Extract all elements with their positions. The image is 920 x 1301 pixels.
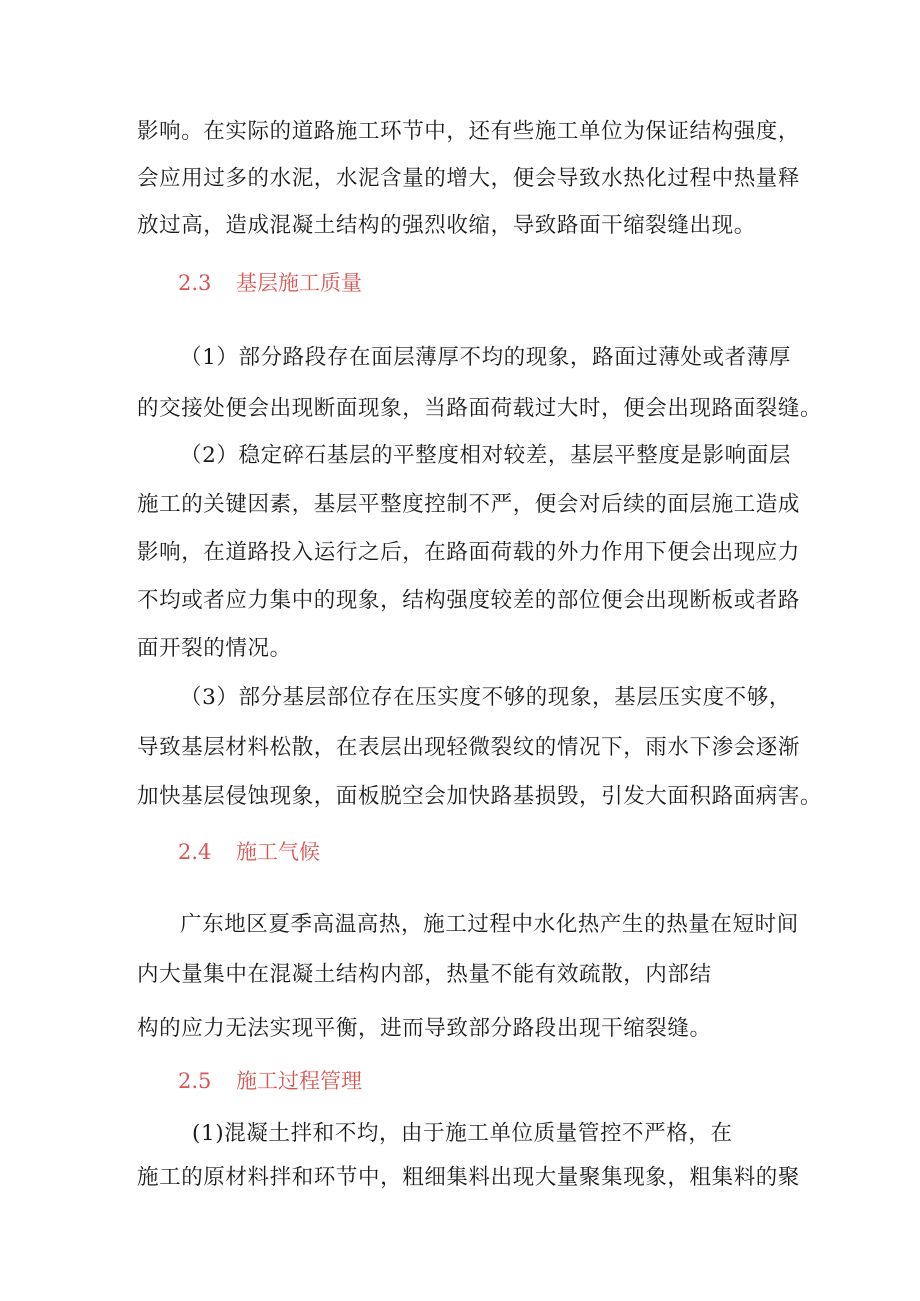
item-2-line-2: 施工的关键因素，基层平整度控制不严，便会对后续的面层施工造成 <box>137 492 801 517</box>
climate-line-2: 内大量集中在混凝土结构内部，热量不能有效疏散，内部结 <box>137 962 712 987</box>
section-title: 施工气候 <box>236 840 320 864</box>
item-2-line-1: （2）稳定碎石基层的平整度相对较差，基层平整度是影响面层 <box>180 443 791 468</box>
item-3-line-2: 导致基层材料松散，在表层出现轻微裂纹的情况下，雨水下渗会逐渐 <box>137 735 801 760</box>
climate-line-1: 广东地区夏季高温高热，施工过程中水化热产生的热量在短时间 <box>180 912 799 937</box>
section-title: 基层施工质量 <box>236 271 362 295</box>
process-line-2: 施工的原材料拌和环节中，粗细集料出现大量聚集现象，粗集料的聚 <box>137 1165 801 1190</box>
intro-line-2: 会应用过多的水泥，水泥含量的增大，便会导致水热化过程中热量释 <box>137 166 801 191</box>
item-1-line-1: （1）部分路段存在面层薄厚不均的现象，路面过薄处或者薄厚 <box>180 345 791 370</box>
intro-line-1: 影响。在实际的道路施工环节中，还有些施工单位为保证结构强度， <box>137 119 801 144</box>
climate-line-3: 构的应力无法实现平衡，进而导致部分路段出现干缩裂缝。 <box>137 1016 712 1041</box>
item-1-line-2: 的交接处便会出现断面现象，当路面荷载过大时，便会出现路面裂缝。 <box>137 396 823 421</box>
item-2-line-5: 面开裂的情况。 <box>137 636 292 661</box>
section-heading-2-5 <box>178 1066 362 1096</box>
section-title: 施工过程管理 <box>236 1069 362 1093</box>
process-line-1: (1)混凝土拌和不均，由于施工单位质量管控不严格，在 <box>192 1121 733 1146</box>
item-3-line-1: （3）部分基层部位存在压实度不够的现象，基层压实度不够， <box>180 685 791 710</box>
item-2-line-3: 影响，在道路投入运行之后，在路面荷载的外力作用下便会出现应力 <box>137 540 801 565</box>
section-number: 2.5 <box>178 1069 212 1093</box>
item-2-line-4: 不均或者应力集中的现象，结构强度较差的部位便会出现断板或者路 <box>137 588 801 613</box>
intro-line-3: 放过高，造成混凝土结构的强烈收缩，导致路面干缩裂缝出现。 <box>137 213 756 238</box>
section-number: 2.4 <box>178 840 212 864</box>
section-heading-2-3 <box>178 268 362 298</box>
item-3-line-3: 加快基层侵蚀现象，面板脱空会加快路基损毁，引发大面积路面病害。 <box>137 784 823 809</box>
section-heading-2-4 <box>178 837 320 867</box>
section-number: 2.3 <box>178 271 212 295</box>
